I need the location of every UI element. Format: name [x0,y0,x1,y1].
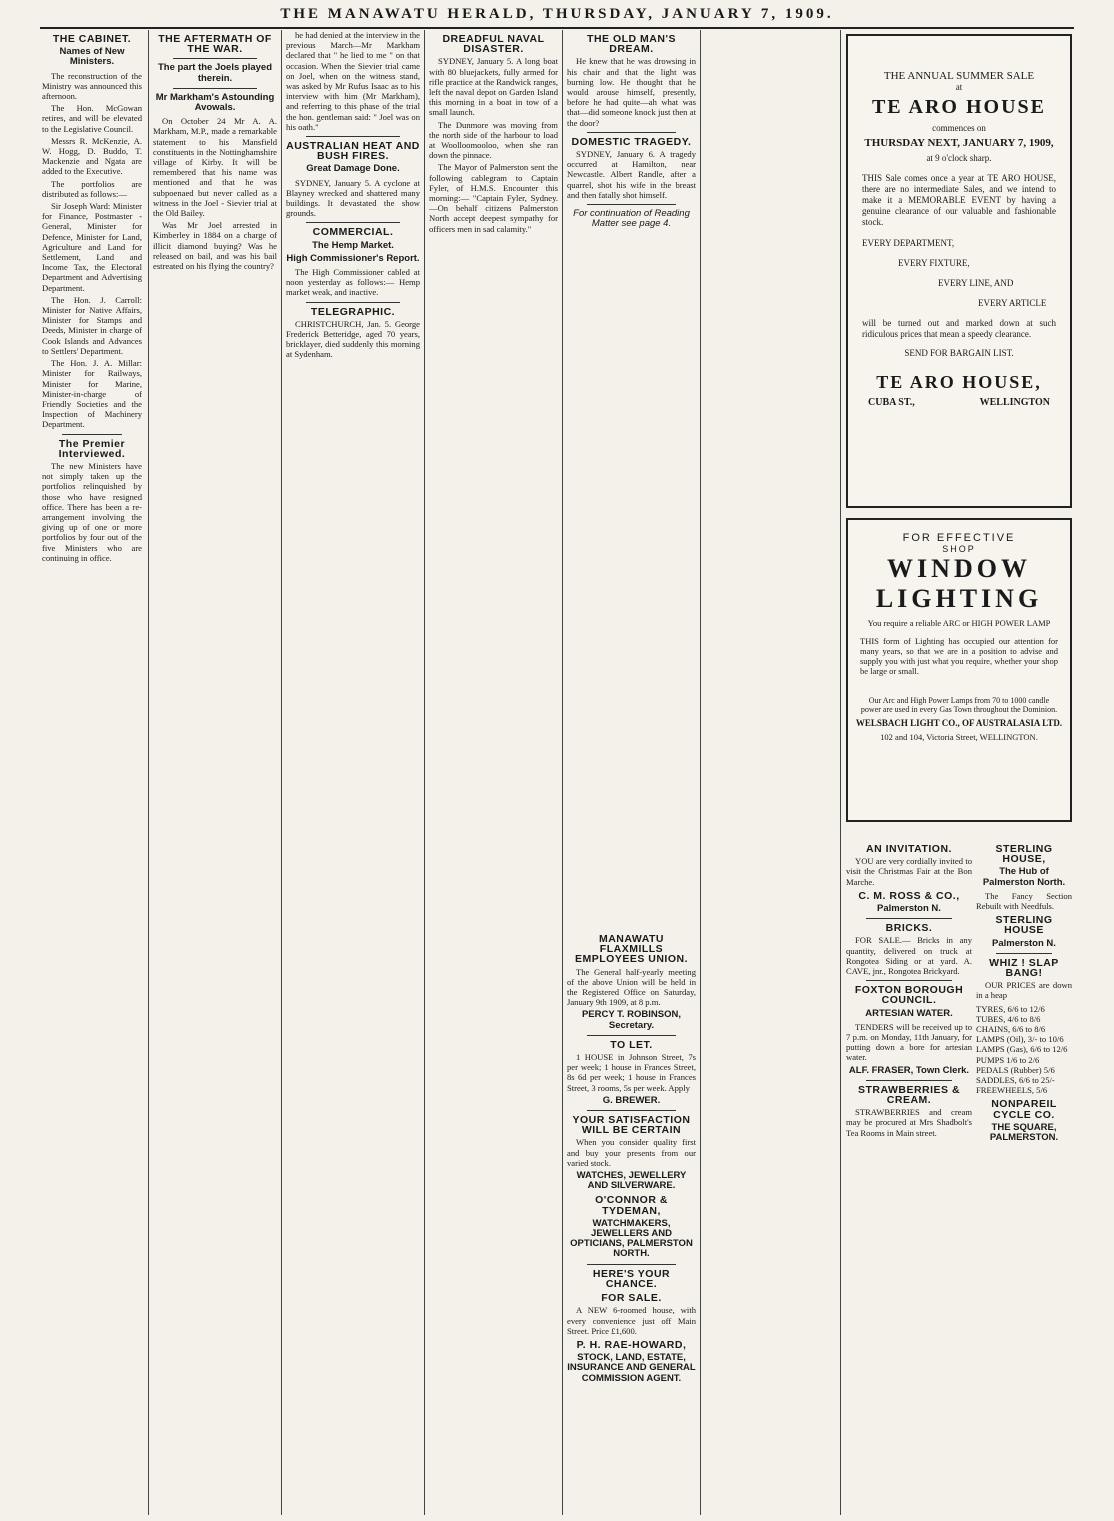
price-item: LAMPS (Oil), 3/- to 10/6 [976,1034,1064,1045]
divider [866,918,952,919]
divider [306,302,400,303]
firm-name: C. M. ROSS & CO., [858,889,960,902]
divider [866,1080,952,1081]
price-item: TUBES, 4/6 to 8/6 [976,1013,1041,1024]
paragraph: The new Ministers have not simply taken up the portfolios relinquished by those who have resigned office. There has been a re-arrangement involving the giving up of one or more portfolios by four out of the five Ministers who are continuing in office. [42,460,142,563]
paragraph: He knew that he was drowsing in his chair and that the light was burning low. He thought that he would arouse himself, presently, before he had quite—ah what was that—did someone knock just then at the door? [567,56,696,128]
ad-line: SEND FOR BARGAIN LIST. [904,348,1014,358]
headline: YOUR SATISFACTION WILL BE CERTAIN [572,1114,691,1137]
ad-brand: TE ARO HOUSE, [876,372,1042,392]
headline: STRAWBERRIES & CREAM. [857,1083,961,1107]
paragraph: A NEW 6-roomed house, with every convenience just off Main Street. Price £1,600. [567,1305,696,1336]
headline: TO LET. [610,1038,653,1051]
paragraph: On October 24 Mr A. A. Markham, M.P., made a remarkable statement to his Mansfield constituents in the Nottinghamshire village of Kirby. It will be remembered that his name was mentioned and that he was subpoenaed but never called as a witness in the Joel - Sievier trial at the Old Bailey. [153,116,277,219]
ad-line: EVERY FIXTURE, [898,258,970,268]
subheadline: Great Damage Done. [306,163,400,175]
headline: FOXTON BOROUGH COUNCIL. [854,984,964,1007]
divider [62,434,122,435]
ad-title: WINDOW [887,554,1031,583]
paragraph: STRAWBERRIES and cream may be procured at Mrs Shadbolt's Tea Rooms in Main street. [846,1107,972,1138]
divider [306,136,400,137]
headline: TELEGRAPHIC. [310,305,396,318]
paragraph: The Hon. McGowan retires, and will be elevated to the Legislative Council. [42,103,142,134]
headline: THE CABINET. [52,33,132,45]
paragraph: When you consider quality first and buy your presents from our varied stock. [567,1137,696,1168]
firm-details: WATCHMAKERS, JEWELLERS AND OPTICIANS, PALMERSTON NORTH. [570,1217,693,1260]
ad-address [868,397,1050,408]
paragraph: The portfolios are distributed as follows:— [42,178,142,199]
ad-body: THIS form of Lighting has occupied our attention for many years, so that we are in a position to advise and supply you with just what you require, whether your shop be large or small. [860,636,1058,676]
paragraph: FOR SALE.— Bricks in any quantity, delivered on truck at Rongotea Siding or at yard. A. CAVE, jnr., Rongotea Brickyard. [846,935,972,977]
column-advertisements [567,930,696,1515]
divider [587,132,676,133]
firm-name: O'CONNOR & TYDEMAN, [595,1194,668,1217]
ad-line: at [955,82,963,92]
paragraph: OUR PRICES are down in a heap [976,980,1072,1001]
price-item: FREEWHEELS, 5/6 [976,1085,1048,1096]
subheadline: The part the Joels played therein. [157,62,273,84]
headline: The Premier Interviewed. [58,437,126,460]
subheadline: Mr Markham's Astounding Avowals. [155,91,275,114]
headline: THE AFTERMATH OF THE WAR. [158,33,272,56]
ad-line: Our Arc and High Power Lamps from 70 to 1000 candle power are used in every Gas Town throughout the Dominion. [860,696,1058,714]
headline: BRICKS. [885,922,933,935]
divider [587,1110,676,1111]
column-rule [562,30,563,1515]
column-rule [148,30,149,1515]
masthead: THE MANAWATU HERALD, THURSDAY, JANUARY 7, 1909. [40,6,1074,29]
paragraph: The Hon. J. Carroll: Minister for Native Affairs, Minister for Stamps and Deeds, Minister in charge of Cook Islands and Advances to Settlers' Department. [42,294,142,356]
ad-line: SHOP [942,544,976,554]
paragraph: CHRISTCHURCH, Jan. 5. George Frederick Betteridge, aged 70 years, bricklayer, died suddenly this morning at Sydenham. [286,318,420,360]
ad-line: THE ANNUAL SUMMER SALE [883,70,1035,82]
paragraph: The High Commissioner cabled at noon yesterday as follows:— Hemp market weak, and inactive. [286,267,420,298]
column-naval-disaster [429,30,558,1515]
headline: AN INVITATION. [866,843,952,855]
firm-details: STOCK, LAND, ESTATE, INSURANCE AND GENERAL COMMISSION AGENT. [567,1352,696,1384]
headline: DREADFUL NAVAL DISASTER. [442,33,545,56]
headline: STERLING HOUSE, [995,843,1053,866]
headline: STERLING HOUSE [995,914,1053,937]
paragraph: YOU are very cordially invited to visit the Christmas Fair at the Bon Marche. [846,856,972,887]
subheadline: The Hemp Market. [312,239,394,251]
column-rule [840,30,841,1515]
paragraph: The Dunmore was moving from the north side of the harbour to load at Woolloomooloo, when she ran down the pinnace. [429,119,558,161]
ad-line: You require a reliable ARC or HIGH POWER LAMP [867,618,1051,628]
paragraph: SYDNEY, January 6. A tragedy occurred at Hamilton, near Newcastle. Albert Randle, after a quarrel, shot his wife in the breast and then fatally shot himself. [567,149,696,200]
paragraph: The Hon. J. A. Millar: Minister for Railways, Minister for Marine, Minister-in-charge of Friendly Societies and the Inspection of Machinery Department. [42,358,142,430]
divider [173,88,257,89]
ad-date: THURSDAY NEXT, JANUARY 7, 1909, [864,137,1054,149]
price-item: SADDLES, 6/6 to 25/- [976,1075,1055,1086]
firm-name: NONPAREIL CYCLE CO. [991,1098,1057,1121]
firm-details: THE SQUARE, PALMERSTON. [989,1121,1059,1144]
paragraph: The reconstruction of the Ministry was announced this afternoon. [42,70,142,102]
subheadline: WATCHES, JEWELLERY AND SILVERWARE. [576,1170,687,1192]
divider [587,204,676,205]
divider [587,1264,676,1265]
ad-line: commences on [932,123,986,133]
ad-body: THIS Sale comes once a year at TE ARO HOUSE, there are no intermediate Sales, and we intend to make it a MEMORABLE EVENT by having a genuine clearance of our valuable and fashionable stock. [862,173,1056,227]
ad-body: will be turned out and marked down at such ridiculous prices that mean a speedy clearance. [862,318,1056,339]
price-item: PUMPS 1/6 to 2/6 [976,1054,1040,1065]
paragraph: Sir Joseph Ward: Minister for Finance, Postmaster - General, Minister for Defence, Minister for Land, Agriculture and Land for Settlement, Land and Income Tax, the Electoral Department and Advertising Department. [42,201,142,293]
continuation-note: For continuation of Reading Matter see page 4. [573,208,690,230]
column-rule [424,30,425,1515]
ad-line: FOR EFFECTIVE [902,532,1016,544]
column-markham [286,30,420,1515]
firm-name: P. H. RAE-HOWARD, [576,1338,687,1351]
subheadline: ARTESIAN WATER. [865,1007,953,1019]
subheadline: High Commissioner's Report. [286,252,420,264]
headline: FOR SALE. [601,1292,662,1305]
price-item: PEDALS (Rubber) 5/6 [976,1064,1055,1075]
firm-details: Palmerston N. [877,903,941,915]
paragraph: Was Mr Joel arrested in Kimberley in 1884 on a charge of illicit diamond buying? Was he released on bail, and was his bail estreated on his flying the country? [153,220,277,272]
subheadline: Palmerston N. [992,937,1056,949]
signature: PERCY T. ROBINSON, Secretary. [581,1009,682,1031]
ad-line: EVERY DEPARTMENT, [862,238,955,248]
paragraph: The Mayor of Palmerston sent the following cablegram to Captain Fyler, of H.M.S. Encounter this morning:— "Captain Fyler, Sydney.—On behalf citizens Palmerston North accept deepest sympathy for officers men in sad calamity." [429,162,558,234]
divider [587,1035,676,1036]
ad-te-aro-house [846,34,1072,508]
paragraph: TENDERS will be received up to 7 p.m. on Monday, 11th January, for putting down a bore for artesian water. [846,1021,972,1063]
headline: AUSTRALIAN HEAT AND BUSH FIRES. [286,140,420,163]
ad-line: at 9 o'clock sharp. [926,153,992,163]
price-item: LAMPS (Gas), 6/6 to 12/6 [976,1044,1068,1055]
headline: DOMESTIC TRAGEDY. [571,135,692,148]
paragraph: Messrs R. McKenzie, A. W. Hogg, D. Buddo, T. Mackenzie and Ngata are added to the Executive. [42,135,142,177]
ad-title: LIGHTING [875,584,1043,613]
paragraph: he had denied at the interview in the previous March—Mr Markham declared that " he lied to me " on that occasion. When the Sievier trial came on Joel, when on the witness stand, was asked by Mr Rufus Isaac as to his interview with him (Mr Markham), and referring to this phase of the trial the hon. gentleman said: " Joel was on his oath." [286,30,420,132]
headline: COMMERCIAL. [312,226,394,239]
headline: HERE'S YOUR CHANCE. [592,1267,671,1290]
paragraph: The Fancy Section Rebuilt with Needfuls. [976,890,1072,912]
paragraph: 1 HOUSE in Johnson Street, 7s per week; 1 house in Frances Street, 8s 6d per week; 1 house in Frances Street, 3 rooms, 5s per week. Apply [567,1052,696,1093]
paragraph: The General half-yearly meeting of the above Union will be held in the Registered Office on Saturday, January 9th 1909, at 8 p.m. [567,966,696,1008]
headline: MANAWATU FLAXMILLS EMPLOYEES UNION. [574,933,688,966]
ad-line: EVERY ARTICLE [978,298,1047,308]
divider [173,58,257,59]
signature: ALF. FRASER, Town Clerk. [848,1064,970,1076]
headline: THE OLD MAN'S DREAM. [587,33,676,56]
subheadline: The Hub of Palmerston North. [982,866,1066,888]
paragraph: SYDNEY, January 5. A long boat with 80 bluejackets, fully armed for rifle practice at the Randwick ranges, left the naval depot on Garden Island this morning in a boat in tow of a small launch. [429,56,558,118]
column-aftermath [153,30,277,1515]
divider [996,953,1052,954]
headline: WHIZ ! SLAP BANG! [989,956,1059,980]
price-item: CHAINS, 6/6 to 8/6 [976,1024,1046,1035]
ad-window-lighting [846,518,1072,822]
divider [306,222,400,223]
price-list [976,1004,1072,1096]
ad-brand: WELSBACH LIGHT CO., OF AUSTRALASIA LTD. [855,718,1063,728]
signature: G. BREWER. [602,1094,661,1106]
ad-title: TE ARO HOUSE [871,96,1047,118]
ad-address: 102 and 104, Victoria Street, WELLINGTON. [880,732,1038,742]
paragraph: SYDNEY, January 5. A cyclone at Blayney wrecked and shattered many buildings. It devastated the show grounds. [286,177,420,219]
subheadline: Names of New Ministers. [59,46,125,68]
column-sterling-house [976,840,1072,1515]
divider [866,980,952,981]
column-rule [700,30,701,1515]
ad-address-city: WELLINGTON [979,397,1050,408]
column-rule [281,30,282,1515]
column-cabinet [42,30,142,1515]
price-item: TYRES, 6/6 to 12/6 [976,1003,1045,1014]
ad-line: EVERY LINE, AND [938,278,1014,288]
column-local-ads [846,840,972,1515]
ad-address-street: CUBA ST., [868,397,915,408]
